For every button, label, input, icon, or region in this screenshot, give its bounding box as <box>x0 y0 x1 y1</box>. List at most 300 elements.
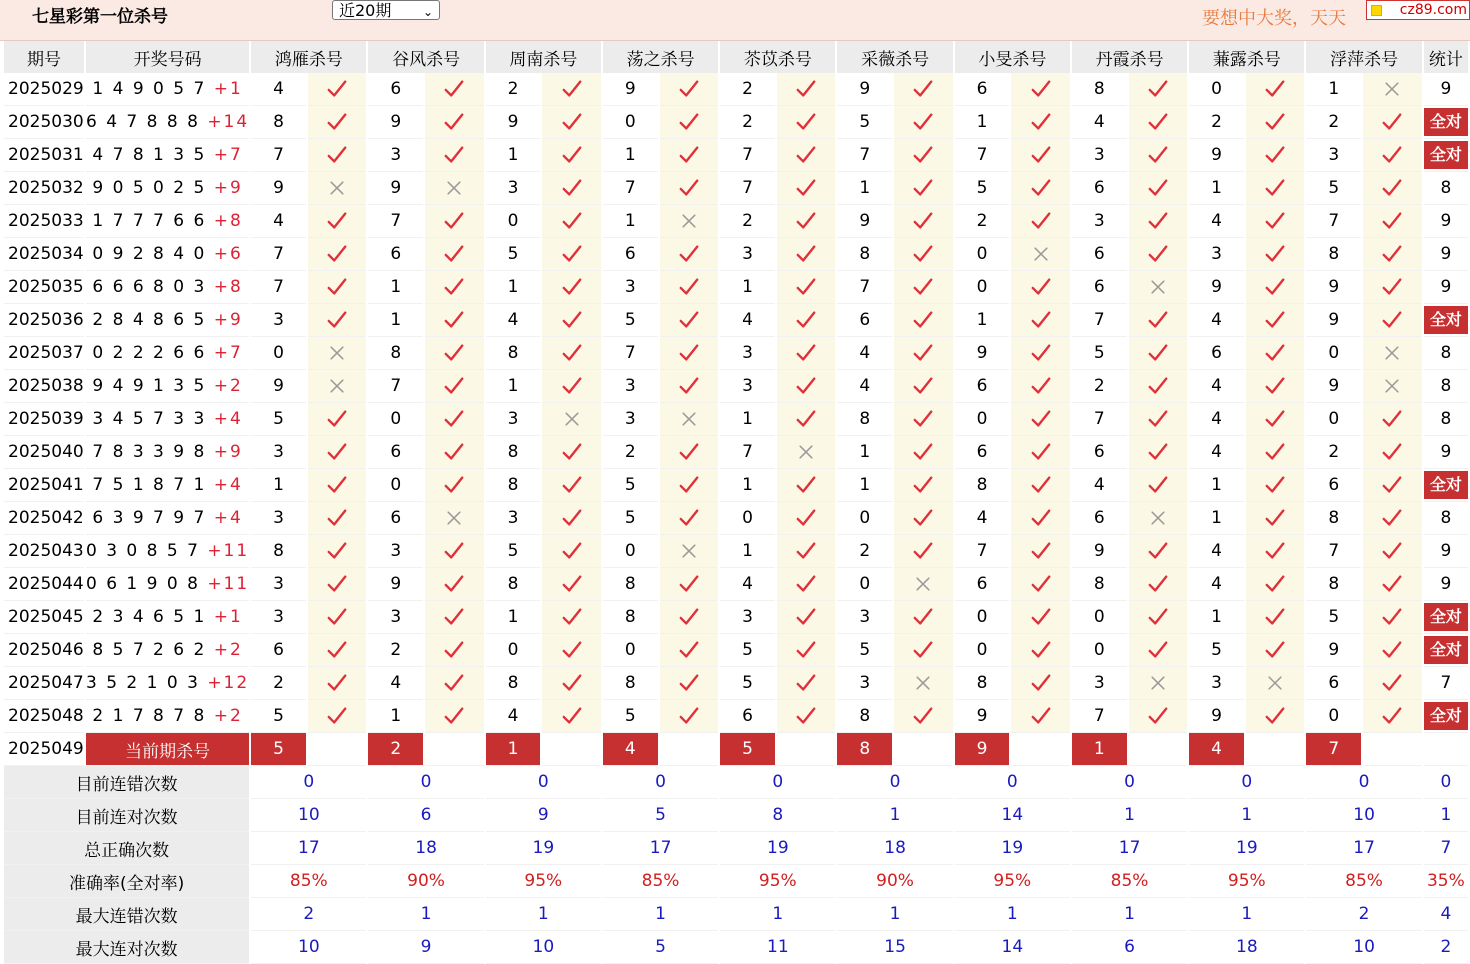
check-icon <box>542 238 601 271</box>
check-icon <box>894 436 953 469</box>
stats-value: 1 <box>1189 898 1304 931</box>
page-title: 七星彩第一位杀号 <box>32 7 168 27</box>
kill-number: 6 <box>955 436 1010 469</box>
kill-number: 0 <box>1306 403 1361 436</box>
kill-number: 8 <box>368 337 423 370</box>
all-correct-badge: 全对 <box>1424 603 1468 631</box>
kill-number: 9 <box>251 370 306 403</box>
kill-number: 8 <box>486 436 541 469</box>
period-select[interactable] <box>332 0 440 20</box>
kill-number: 0 <box>955 271 1010 304</box>
kill-number: 1 <box>486 139 541 172</box>
issue-cell: 2025047 <box>4 667 84 700</box>
kill-number: 8 <box>603 667 658 700</box>
stats-value: 14 <box>955 931 1070 964</box>
check-icon <box>660 469 719 502</box>
kill-number: 3 <box>720 238 775 271</box>
kill-number: 7 <box>1072 700 1127 733</box>
kill-number: 9 <box>955 700 1010 733</box>
draw-cell <box>86 205 249 238</box>
draw-digits: 8 5 7 2 6 2 <box>92 640 207 660</box>
stats-total: 7 <box>1424 832 1468 865</box>
kill-number: 3 <box>837 601 892 634</box>
cross-icon <box>425 502 484 535</box>
check-icon <box>660 436 719 469</box>
issue-cell: 2025029 <box>4 73 84 106</box>
check-icon <box>1011 370 1070 403</box>
current-label: 当前期杀号 <box>86 733 249 766</box>
total-cell <box>1424 634 1468 667</box>
draw-cell <box>86 403 249 436</box>
check-icon <box>425 205 484 238</box>
check-icon <box>542 634 601 667</box>
check-icon <box>1363 106 1422 139</box>
kill-number: 1 <box>251 469 306 502</box>
kill-number: 5 <box>486 535 541 568</box>
total-cell <box>1424 403 1468 436</box>
check-icon <box>660 73 719 106</box>
check-icon <box>542 700 601 733</box>
draw-special: +11 <box>207 541 250 561</box>
kill-number: 8 <box>1306 568 1361 601</box>
kill-number: 3 <box>1072 205 1127 238</box>
check-icon <box>894 337 953 370</box>
check-icon <box>777 106 836 139</box>
current-spacer <box>660 733 719 766</box>
kill-number: 0 <box>720 502 775 535</box>
stats-row <box>4 931 1468 964</box>
check-icon <box>425 568 484 601</box>
check-icon <box>1246 139 1305 172</box>
draw-special: +4 <box>213 475 243 495</box>
draw-cell <box>86 502 249 535</box>
kill-number: 3 <box>368 535 423 568</box>
kill-number: 4 <box>837 370 892 403</box>
draw-cell <box>86 139 249 172</box>
check-icon <box>1363 304 1422 337</box>
check-icon <box>777 370 836 403</box>
kill-number: 1 <box>486 271 541 304</box>
total-cell <box>1424 238 1468 271</box>
issue-cell: 2025038 <box>4 370 84 403</box>
check-icon <box>894 205 953 238</box>
kill-number-table <box>2 41 1470 964</box>
current-kill-number: 5 <box>720 733 775 766</box>
stats-row <box>4 799 1468 832</box>
chevron-down-icon: ⌄ <box>422 5 433 19</box>
draw-cell <box>86 535 249 568</box>
table-row <box>4 337 1468 370</box>
kill-number: 2 <box>720 205 775 238</box>
cross-icon <box>1129 271 1188 304</box>
period-select-value: 近20期 <box>339 1 392 20</box>
col-expert-header: 荡之杀号 <box>603 41 718 73</box>
kill-number: 6 <box>368 238 423 271</box>
check-icon <box>425 403 484 436</box>
table-row <box>4 205 1468 238</box>
all-correct-badge: 全对 <box>1424 702 1468 730</box>
total-cell <box>1424 205 1468 238</box>
check-icon <box>308 667 367 700</box>
stats-value: 1 <box>1189 799 1304 832</box>
cross-icon <box>660 535 719 568</box>
total-count: 8 <box>1440 178 1452 198</box>
check-icon <box>308 73 367 106</box>
check-icon <box>894 238 953 271</box>
stats-label: 最大连错次数 <box>4 898 249 931</box>
kill-number: 2 <box>720 106 775 139</box>
cross-icon <box>660 205 719 238</box>
issue-cell: 2025048 <box>4 700 84 733</box>
kill-number: 0 <box>955 601 1010 634</box>
stats-value: 85% <box>603 865 718 898</box>
check-icon <box>660 634 719 667</box>
draw-digits: 0 6 1 9 0 8 <box>85 574 200 594</box>
issue-cell: 2025037 <box>4 337 84 370</box>
col-expert-header: 采薇杀号 <box>837 41 952 73</box>
stats-value: 95% <box>720 865 835 898</box>
kill-number: 0 <box>1306 700 1361 733</box>
kill-number: 1 <box>837 469 892 502</box>
current-kill-number: 2 <box>368 733 423 766</box>
draw-cell <box>86 667 249 700</box>
stats-total: 4 <box>1424 898 1468 931</box>
kill-number: 1 <box>1189 172 1244 205</box>
total-count: 8 <box>1440 409 1452 429</box>
draw-cell <box>86 634 249 667</box>
kill-number: 7 <box>603 337 658 370</box>
stats-row <box>4 865 1468 898</box>
table-row <box>4 271 1468 304</box>
kill-number: 2 <box>1306 106 1361 139</box>
kill-number: 4 <box>720 568 775 601</box>
check-icon <box>894 469 953 502</box>
draw-digits: 0 2 2 2 6 6 <box>92 343 207 363</box>
check-icon <box>777 601 836 634</box>
stats-value: 10 <box>1306 799 1421 832</box>
draw-cell <box>86 436 249 469</box>
check-icon <box>425 337 484 370</box>
kill-number: 0 <box>251 337 306 370</box>
stats-value: 85% <box>1072 865 1187 898</box>
total-count: 8 <box>1440 376 1452 396</box>
table-row <box>4 568 1468 601</box>
kill-number: 7 <box>955 535 1010 568</box>
check-icon <box>894 370 953 403</box>
check-icon <box>777 139 836 172</box>
issue-cell: 2025032 <box>4 172 84 205</box>
kill-number: 7 <box>251 271 306 304</box>
check-icon <box>894 106 953 139</box>
kill-number: 6 <box>837 304 892 337</box>
issue-cell: 2025042 <box>4 502 84 535</box>
check-icon <box>1246 271 1305 304</box>
current-spacer <box>894 733 953 766</box>
cross-icon <box>1363 370 1422 403</box>
stats-value: 10 <box>486 931 601 964</box>
check-icon <box>1129 535 1188 568</box>
kill-number: 4 <box>1189 535 1244 568</box>
total-cell <box>1424 139 1468 172</box>
check-icon <box>1363 271 1422 304</box>
draw-special: +6 <box>213 244 243 264</box>
check-icon <box>1011 469 1070 502</box>
table-row <box>4 601 1468 634</box>
table-row <box>4 304 1468 337</box>
check-icon <box>1246 205 1305 238</box>
stats-value: 15 <box>837 931 952 964</box>
kill-number: 9 <box>1189 700 1244 733</box>
kill-number: 0 <box>955 634 1010 667</box>
col-expert-header: 谷风杀号 <box>368 41 483 73</box>
kill-number: 1 <box>720 403 775 436</box>
check-icon <box>777 502 836 535</box>
check-icon <box>1363 205 1422 238</box>
kill-number: 0 <box>368 469 423 502</box>
check-icon <box>1129 304 1188 337</box>
kill-number: 0 <box>603 535 658 568</box>
kill-number: 2 <box>837 535 892 568</box>
check-icon <box>308 634 367 667</box>
kill-number: 4 <box>1072 106 1127 139</box>
kill-number: 3 <box>486 502 541 535</box>
draw-digits: 9 0 5 0 2 5 <box>92 178 207 198</box>
check-icon <box>660 370 719 403</box>
col-total-header: 统计 <box>1424 41 1468 73</box>
check-icon <box>308 601 367 634</box>
check-icon <box>1246 634 1305 667</box>
kill-number: 3 <box>486 403 541 436</box>
stats-value: 1 <box>1072 799 1187 832</box>
top-bar <box>0 0 1470 41</box>
stats-total: 0 <box>1424 766 1468 799</box>
check-icon <box>1129 436 1188 469</box>
stats-value: 19 <box>720 832 835 865</box>
kill-number: 4 <box>486 700 541 733</box>
check-icon <box>425 304 484 337</box>
col-expert-header: 苶苡杀号 <box>720 41 835 73</box>
check-icon <box>777 172 836 205</box>
draw-digits: 3 4 5 7 3 3 <box>92 409 207 429</box>
check-icon <box>542 73 601 106</box>
kill-number: 8 <box>603 601 658 634</box>
stats-value: 1 <box>368 898 483 931</box>
draw-special: +8 <box>213 211 243 231</box>
check-icon <box>425 601 484 634</box>
total-count: 7 <box>1440 673 1452 693</box>
current-kill-number: 1 <box>1072 733 1127 766</box>
kill-number: 6 <box>1306 667 1361 700</box>
kill-number: 9 <box>1306 304 1361 337</box>
check-icon <box>542 502 601 535</box>
table-row <box>4 172 1468 205</box>
stats-label: 准确率(全对率) <box>4 865 249 898</box>
issue-cell: 2025039 <box>4 403 84 436</box>
kill-number: 9 <box>837 73 892 106</box>
check-icon <box>894 271 953 304</box>
stats-value: 85% <box>1306 865 1421 898</box>
kill-number: 6 <box>368 502 423 535</box>
check-icon <box>1129 73 1188 106</box>
kill-number: 5 <box>251 700 306 733</box>
kill-number: 9 <box>1306 271 1361 304</box>
kill-number: 2 <box>720 73 775 106</box>
check-icon <box>1129 139 1188 172</box>
kill-number: 6 <box>1072 502 1127 535</box>
kill-number: 3 <box>720 337 775 370</box>
draw-cell <box>86 568 249 601</box>
site-link-label: cz89.com <box>1399 2 1467 18</box>
kill-number: 0 <box>1189 73 1244 106</box>
draw-digits: 0 9 2 8 4 0 <box>92 244 207 264</box>
stats-value: 0 <box>603 766 718 799</box>
kill-number: 9 <box>837 205 892 238</box>
kill-number: 5 <box>837 106 892 139</box>
table-row <box>4 139 1468 172</box>
kill-number: 8 <box>837 403 892 436</box>
kill-number: 4 <box>837 337 892 370</box>
kill-number: 9 <box>603 73 658 106</box>
draw-special: +12 <box>207 673 250 693</box>
check-icon <box>308 436 367 469</box>
check-icon <box>660 106 719 139</box>
check-icon <box>777 205 836 238</box>
check-icon <box>1363 436 1422 469</box>
check-icon <box>894 700 953 733</box>
stats-value: 90% <box>368 865 483 898</box>
kill-number: 8 <box>1306 238 1361 271</box>
check-icon <box>308 139 367 172</box>
check-icon <box>777 304 836 337</box>
kill-number: 0 <box>368 403 423 436</box>
check-icon <box>542 601 601 634</box>
issue-cell: 2025033 <box>4 205 84 238</box>
stats-total: 1 <box>1424 799 1468 832</box>
kill-number: 6 <box>955 73 1010 106</box>
check-icon <box>1246 601 1305 634</box>
draw-special: +11 <box>207 574 250 594</box>
kill-number: 8 <box>603 568 658 601</box>
table-row <box>4 700 1468 733</box>
draw-digits: 6 6 6 8 0 3 <box>92 277 207 297</box>
stats-label: 最大连对次数 <box>4 931 249 964</box>
draw-cell <box>86 304 249 337</box>
cross-icon <box>308 370 367 403</box>
kill-number: 0 <box>955 238 1010 271</box>
col-draw-header: 开奖号码 <box>86 41 249 73</box>
kill-number: 8 <box>486 337 541 370</box>
kill-number: 6 <box>955 370 1010 403</box>
col-expert-header: 小旻杀号 <box>955 41 1070 73</box>
total-cell <box>1424 502 1468 535</box>
kill-number: 2 <box>1189 106 1244 139</box>
kill-number: 0 <box>837 568 892 601</box>
check-icon <box>308 700 367 733</box>
current-kill-number: 4 <box>603 733 658 766</box>
check-icon <box>308 568 367 601</box>
kill-number: 3 <box>251 601 306 634</box>
current-kill-number: 1 <box>486 733 541 766</box>
draw-digits: 0 3 0 8 5 7 <box>85 541 200 561</box>
check-icon <box>542 370 601 403</box>
draw-special: +8 <box>213 277 243 297</box>
kill-number: 1 <box>837 436 892 469</box>
kill-number: 2 <box>603 436 658 469</box>
kill-number: 5 <box>603 502 658 535</box>
kill-number: 3 <box>251 568 306 601</box>
stats-value: 85% <box>251 865 366 898</box>
kill-number: 1 <box>1306 73 1361 106</box>
check-icon <box>777 469 836 502</box>
check-icon <box>1363 139 1422 172</box>
check-icon <box>777 403 836 436</box>
kill-number: 4 <box>720 304 775 337</box>
stats-value: 8 <box>720 799 835 832</box>
draw-cell <box>86 106 249 139</box>
kill-number: 5 <box>486 238 541 271</box>
kill-number: 9 <box>368 568 423 601</box>
current-period-row <box>4 733 1468 766</box>
check-icon <box>1246 304 1305 337</box>
kill-number: 7 <box>368 205 423 238</box>
kill-number: 3 <box>837 667 892 700</box>
kill-number: 7 <box>603 172 658 205</box>
kill-number: 2 <box>368 634 423 667</box>
kill-number: 8 <box>486 667 541 700</box>
draw-special: +1 <box>213 79 243 99</box>
kill-number: 9 <box>368 106 423 139</box>
kill-number: 0 <box>955 403 1010 436</box>
draw-special: +1 <box>213 607 243 627</box>
table-row <box>4 73 1468 106</box>
check-icon <box>660 700 719 733</box>
draw-digits: 2 8 4 8 6 5 <box>92 310 207 330</box>
draw-digits: 2 1 7 8 7 8 <box>92 706 207 726</box>
kill-number: 8 <box>955 667 1010 700</box>
check-icon <box>542 535 601 568</box>
draw-special: +7 <box>213 145 243 165</box>
stats-value: 0 <box>837 766 952 799</box>
check-icon <box>425 700 484 733</box>
issue-cell: 2025030 <box>4 106 84 139</box>
table-row <box>4 469 1468 502</box>
table-row <box>4 370 1468 403</box>
draw-cell <box>86 700 249 733</box>
draw-special: +14 <box>207 112 250 132</box>
stats-value: 17 <box>251 832 366 865</box>
cross-icon <box>308 337 367 370</box>
check-icon <box>660 172 719 205</box>
issue-cell: 2025043 <box>4 535 84 568</box>
kill-number: 3 <box>1072 139 1127 172</box>
kill-number: 9 <box>486 106 541 139</box>
total-count: 9 <box>1440 211 1452 231</box>
kill-number: 5 <box>1072 337 1127 370</box>
site-link[interactable] <box>1366 0 1470 20</box>
issue-cell: 2025044 <box>4 568 84 601</box>
stats-value: 19 <box>486 832 601 865</box>
check-icon <box>308 502 367 535</box>
kill-number: 5 <box>251 403 306 436</box>
check-icon <box>1011 667 1070 700</box>
current-kill-number: 5 <box>251 733 306 766</box>
col-expert-header: 鸿雁杀号 <box>251 41 366 73</box>
draw-digits: 2 3 4 6 5 1 <box>92 607 207 627</box>
check-icon <box>1246 469 1305 502</box>
check-icon <box>425 436 484 469</box>
stats-value: 0 <box>486 766 601 799</box>
current-issue: 2025049 <box>4 733 84 766</box>
